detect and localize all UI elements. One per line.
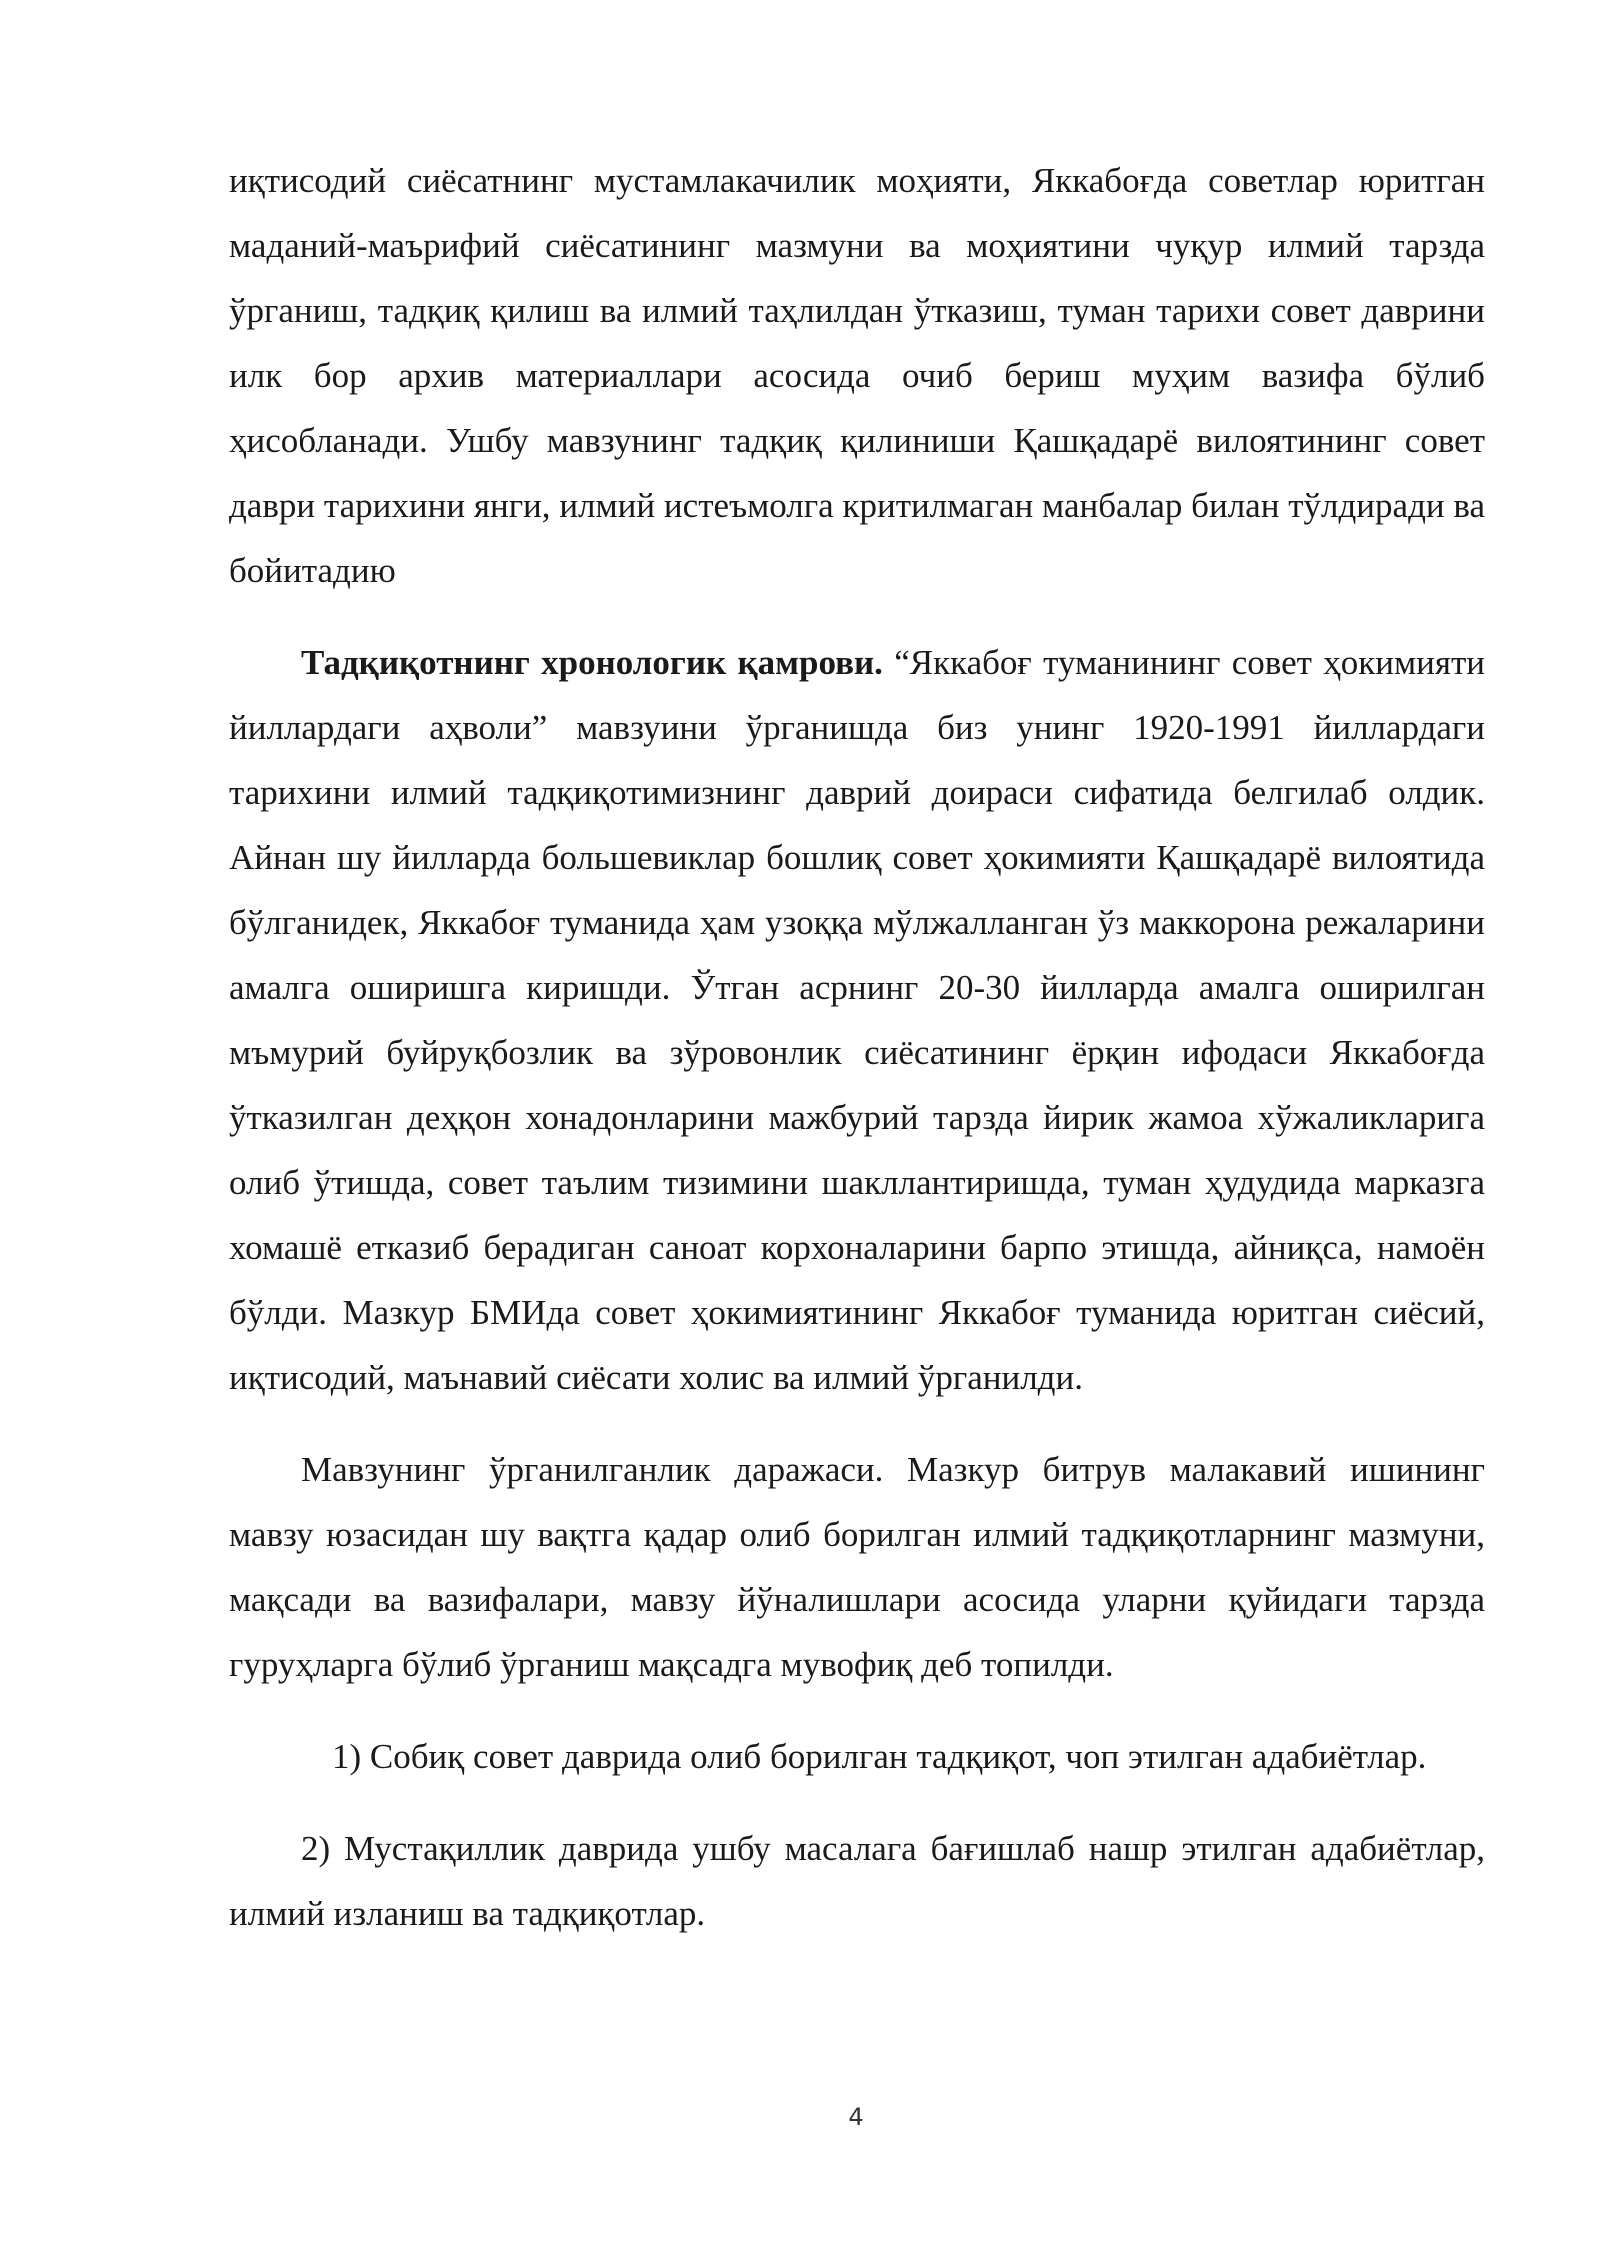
list-item: 2) Мустақиллик даврида ушбу масалага бағишлаб нашр этилган адабиётлар, илмий изланиш ва тадқиқотлар.: [229, 1829, 1485, 1933]
paragraph-intro: иқтисодий сиёсатнинг мустамлакачилик моҳияти, Яккабоғда советлар юритган маданий-маърифий сиёсатининг мазмуни ва моҳиятини чуқур илмий тарзда ўрганиш, тадқиқ қилиш ва илмий таҳлилдан ўтказиш, туман тарихи совет даврини илк бор архив материаллари асосида очиб бериш муҳим вазифа бўлиб ҳисобланади. Ушбу мавзунинг тадқиқ қилиниши Қашқадарё вилоятининг совет даври тарихини янги, илмий истеъмолга критилмаган манбалар билан тўлдиради ва бойитадию: [229, 161, 1485, 590]
paragraph-chronology: [229, 630, 1485, 1410]
document-page: [229, 148, 1485, 1946]
chronology-heading: Тадқиқотнинг хронологик қамрови.: [301, 643, 883, 682]
list-item: 1) Собиқ совет даврида олиб борилган тадқиқот, чоп этилган адабиётлар.: [332, 1737, 1427, 1776]
paragraph-research-level: Мавзунинг ўрганилганлик даражаси. Мазкур битрув малакавий ишининг мавзу юзасидан шу вақтга қадар олиб борилган илмий тадқиқотларнинг мазмуни, мақсади ва вазифалари, мавзу йўналишлари асосида уларни қуйидаги тарзда гуруҳларга бўлиб ўрганиш мақсадга мувофиқ деб топилди.: [229, 1450, 1485, 1684]
chronology-body: “Яккабоғ туманининг совет ҳокимияти йиллардаги аҳволи” мавзуини ўрганишда биз унинг 1920-1991 йиллардаги тарихини илмий тадқиқотимизнинг даврий доираси сифатида белгилаб олдик. Айнан шу йилларда большевиклар бошлиқ совет ҳокимияти Қашқадарё вилоятида бўлганидек, Яккабоғ туманида ҳам узоққа мўлжалланган ўз маккорона режаларини амалга оширишга киришди. Ўтган асрнинг 20-30 йилларда амалга оширилган мъмурий буйруқбозлик ва зўровонлик сиёсатининг ёрқин ифодаси Яккабоғда ўтказилган деҳқон хонадонларини мажбурий тарзда йирик жамоа хўжаликларига олиб ўтишда, совет таълим тизимини шакллантиришда, туман ҳудудида марказга хомашё етказиб берадиган саноат корхоналарини барпо этишда, айниқса, намоён бўлди. Мазкур БМИда совет ҳокимиятининг Яккабоғ туманида юритган сиёсий, иқтисодий, маънавий сиёсати холис ва илмий ўрганилди.: [229, 643, 1486, 1397]
page-number: 4: [848, 2103, 864, 2131]
